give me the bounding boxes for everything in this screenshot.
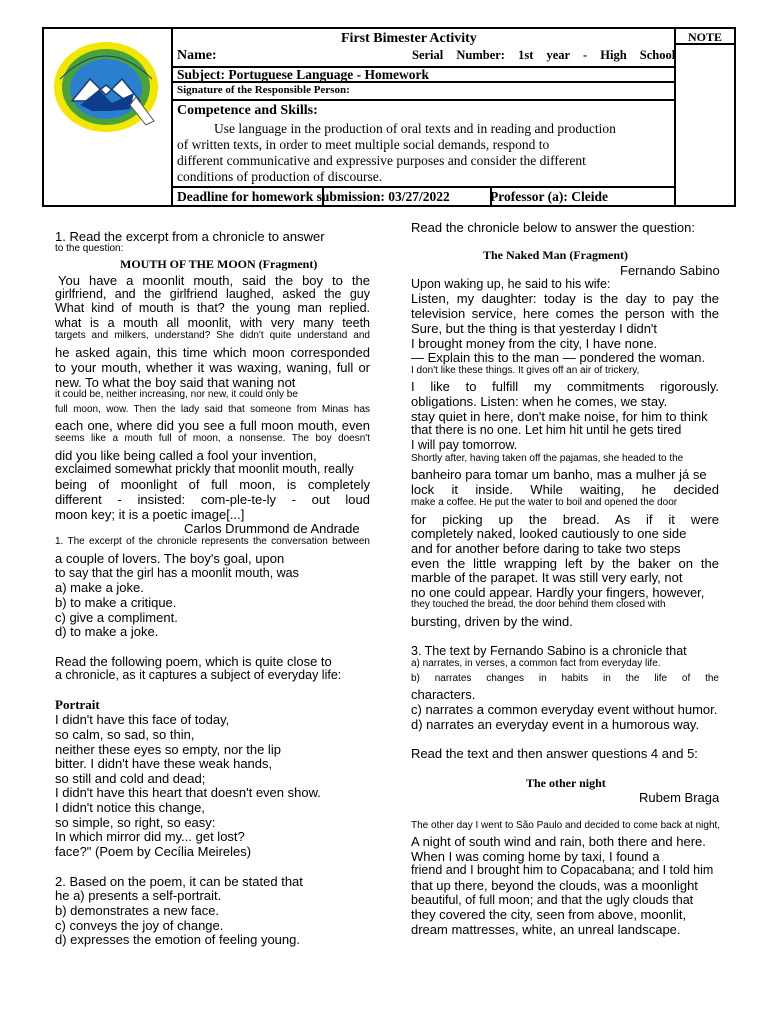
competence-line: of written texts, in order to meet multiple social demands, respond to xyxy=(177,137,550,152)
left-text-line: You have a moonlit mouth, said the boy to the xyxy=(58,273,370,288)
right-text-line: Listen, my daughter: today is the day to pay the xyxy=(411,291,719,306)
right-text-line: friend and I brought him to Copacabana; and I told him xyxy=(411,863,714,877)
left-text-line: moon key; it is a poetic image[...] xyxy=(55,507,245,522)
left-text-line: c) conveys the joy of change. xyxy=(55,918,224,933)
right-text-line: make a coffee. He put the water to boil and opened the door xyxy=(411,497,678,508)
left-text-line: each one, where did you see a full moon mouth, even xyxy=(55,418,370,433)
right-text-line: a) narrates, in verses, a common fact from everyday life. xyxy=(411,658,661,669)
right-text-line: b) narrates changes in habits in the life of the xyxy=(411,673,719,684)
left-text-line: d) to make a joke. xyxy=(55,624,159,639)
left-text-line: what is a mouth all moonlit, with very many teeth xyxy=(55,316,370,330)
left-text-line: a) make a joke. xyxy=(55,580,144,595)
serial-label: Serial Number: 1st year - High School xyxy=(412,48,676,62)
left-text-line: What kind of mouth is that? the young man replied. xyxy=(55,301,370,315)
left-text-line: he asked again, this time which moon corresponded xyxy=(55,345,370,360)
left-text-line: 1. The excerpt of the chronicle represents the conversation between xyxy=(55,536,370,547)
right-text-line: 3. The text by Fernando Sabino is a chronicle that xyxy=(411,644,687,658)
right-text-line: characters. xyxy=(411,687,476,702)
left-text-line: a couple of lovers. The boy's goal, upon xyxy=(55,551,285,566)
left-text-line: b) demonstrates a new face. xyxy=(55,903,220,918)
right-text-line: — Explain this to the man — pondered the woman. xyxy=(411,350,706,365)
left-text-line: he a) presents a self-portrait. xyxy=(55,888,222,903)
left-text-line: being of moonlight of full moon, is completely xyxy=(55,477,370,492)
right-text-line: I will pay tomorrow. xyxy=(411,438,518,452)
left-text-line: to say that the girl has a moonlit mouth, was xyxy=(55,566,299,580)
left-text-line: full moon, wow. Then the lady said that someone from Minas has xyxy=(55,404,370,415)
left-text-line: so simple, so right, so easy: xyxy=(55,815,216,830)
right-text-line: that there is no one. Let him hit until he gets tired xyxy=(411,423,682,437)
right-text-line: The other day I went to São Paulo and decided to come back at night, xyxy=(411,820,721,831)
header-table xyxy=(42,27,736,207)
right-text-line: Upon waking up, he said to his wife: xyxy=(411,277,611,291)
right-text-line: Read the chronicle below to answer the question: xyxy=(411,220,696,235)
note-label: NOTE xyxy=(688,30,723,44)
left-text-line: 2. Based on the poem, it can be stated that xyxy=(55,874,303,889)
right-text-line: no one could appear. Hardly your fingers, however, xyxy=(411,585,705,600)
left-text-line: 1. Read the excerpt from a chronicle to answer xyxy=(55,229,325,244)
right-text-line: even the little wrapping left by the baker on the xyxy=(411,556,719,571)
right-text-line: When I was coming home by taxi, I found a xyxy=(411,849,660,864)
left-text-line: did you like being called a fool your invention, xyxy=(55,448,317,463)
left-text-line: bitter. I didn't have these weak hands, xyxy=(55,756,273,771)
right-text-line: I don't like these things. It gives off an air of trickery, xyxy=(411,365,640,376)
right-text-line: stay quiet in here, don't make noise, for him to think xyxy=(411,409,708,424)
school-logo xyxy=(50,39,162,135)
right-text-line: television service, here comes the person with the xyxy=(411,306,719,321)
left-text-line: I didn't have this heart that doesn't even show. xyxy=(55,785,321,800)
competence-title: Competence and Skills: xyxy=(177,103,318,118)
subject-label: Subject: Portuguese Language - Homework xyxy=(177,67,429,82)
right-text-line: marble of the parapet. It was still very early, not xyxy=(411,570,683,585)
left-text-line: to the question: xyxy=(55,243,124,254)
left-text-line: MOUTH OF THE MOON (Fragment) xyxy=(120,257,318,271)
right-text-line: they covered the city, seen from above, moonlit, xyxy=(411,907,687,922)
right-text-line: obligations. Listen: when he comes, we stay. xyxy=(411,394,668,409)
activity-title: First Bimester Activity xyxy=(341,31,477,46)
left-text-line: seems like a mouth full of moon, a nonsense. The boy doesn't xyxy=(55,433,370,444)
signature-label: Signature of the Responsible Person: xyxy=(177,84,350,96)
left-text-line: exclaimed somewhat prickly that moonlit mouth, really xyxy=(55,462,354,476)
deadline-label: Deadline for homework submission: 03/27/2022 xyxy=(177,189,450,204)
left-text-line: c) give a compliment. xyxy=(55,610,178,625)
competence-line: conditions of production of discourse. xyxy=(177,169,383,184)
right-text-line: banheiro para tomar um banho, mas a mulher já se xyxy=(411,467,707,482)
right-text-line: I like to fulfill my commitments rigorously. xyxy=(411,379,719,394)
left-text-line: a chronicle, as it captures a subject of everyday life: xyxy=(55,668,342,682)
right-text-line: A night of south wind and rain, both there and here. xyxy=(411,834,706,849)
right-text-line: The other night xyxy=(526,776,606,790)
left-text-line: to your mouth, whether it was waxing, waning, full or xyxy=(55,360,370,375)
right-text-line: bursting, driven by the wind. xyxy=(411,614,573,629)
right-text-line: completely naked, looked cautiously to one side xyxy=(411,526,687,541)
competence-line: Use language in the production of oral texts and in reading and production xyxy=(214,121,616,136)
right-text-line: for picking up the bread. As if it were xyxy=(411,512,719,527)
left-text-line: girlfriend, and the girlfriend laughed, asked the guy xyxy=(55,287,370,301)
left-text-line: face?" (Poem by Cecília Meireles) xyxy=(55,844,252,859)
right-text-line: Shortly after, having taken off the pajamas, she headed to the xyxy=(411,453,684,464)
right-text-line: lock it inside. While waiting, he decided xyxy=(411,482,719,497)
right-text-line: dream mattresses, white, an unreal landscape. xyxy=(411,922,681,937)
left-text-line: Carlos Drummond de Andrade xyxy=(184,521,360,536)
right-text-line: d) narrates an everyday event in a humorous way. xyxy=(411,717,700,732)
name-label: Name: xyxy=(177,48,217,63)
left-text-line: In which mirror did my... get lost? xyxy=(55,829,245,844)
right-text-line: Read the text and then answer questions 4 and 5: xyxy=(411,746,698,761)
right-text-line: I brought money from the city, I have none. xyxy=(411,336,658,351)
left-text-line: so still and cold and dead; xyxy=(55,771,206,786)
right-text-line: they touched the bread, the door behind them closed with xyxy=(411,599,666,610)
left-text-line: different - insisted: com-ple-te-ly - out loud xyxy=(55,492,370,507)
right-text-line: that up there, beyond the clouds, was a moonlight xyxy=(411,878,698,893)
left-text-line: new. To what the boy said that waning not xyxy=(55,375,296,390)
left-text-line: I didn't have this face of today, xyxy=(55,712,230,727)
left-text-line: targets and milkers, understand? She didn't quite understand and xyxy=(55,330,370,341)
right-text-line: c) narrates a common everyday event without humor. xyxy=(411,702,718,717)
left-text-line: d) expresses the emotion of feeling young. xyxy=(55,932,300,947)
right-text-line: Rubem Braga xyxy=(639,790,720,805)
competence-line: different communicative and expressive purposes and consider the different xyxy=(177,153,586,168)
left-text-line: I didn't notice this change, xyxy=(55,800,205,815)
left-text-line: so calm, so sad, so thin, xyxy=(55,727,195,742)
left-text-line: Portrait xyxy=(55,697,100,712)
right-text-line: and for another before daring to take two steps xyxy=(411,541,681,556)
right-text-line: beautiful, of full moon; and that the ugly clouds that xyxy=(411,893,694,907)
left-text-line: neither these eyes so empty, nor the lip xyxy=(55,742,281,757)
right-text-line: Fernando Sabino xyxy=(620,263,720,278)
right-text-line: The Naked Man (Fragment) xyxy=(483,248,628,262)
school-logo-icon xyxy=(50,39,162,135)
left-text-line: b) to make a critique. xyxy=(55,595,177,610)
left-text-line: Read the following poem, which is quite close to xyxy=(55,654,332,669)
professor-label: Professor (a): Cleide xyxy=(490,189,608,204)
left-text-line: it could be, neither increasing, nor new, it could only be xyxy=(55,389,298,400)
right-text-line: Sure, but the thing is that yesterday I didn't xyxy=(411,321,658,336)
